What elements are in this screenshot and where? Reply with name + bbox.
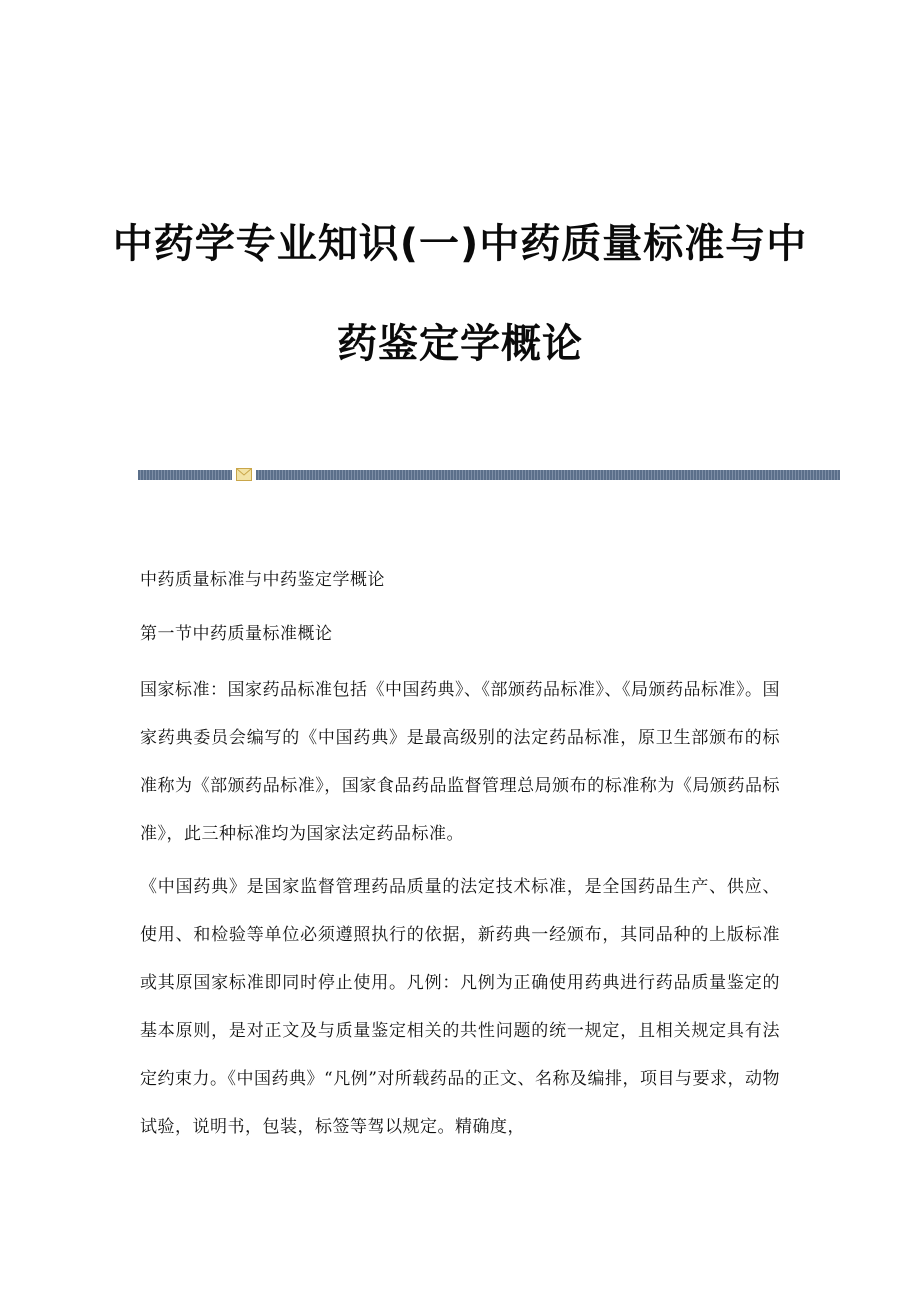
document-title-line-2: 药鉴定学概论 — [337, 321, 583, 367]
paragraph-national-standards: 国家标准：国家药品标准包括《中国药典》、《部颁药品标准》、《局颁药品标准》。国家药典委员会编写的《中国药典》是最高级别的法定药品标准，原卫生部颁布的标准称为《部颁药品标准》，国家食品药品监督管理总局颁布的标准称为《局颁药品标准》，此三种标准均为国家法定药品标准。 — [140, 680, 780, 844]
title-divider-left — [138, 470, 232, 480]
title-divider-right — [256, 470, 840, 480]
body-heading: 中药质量标准与中药鉴定学概论 — [140, 570, 385, 590]
document-title-line-1: 中药学专业知识(一)中药质量标准与中 — [112, 221, 808, 267]
paragraph-pharmacopoeia: 《中国药典》是国家监督管理药品质量的法定技术标准，是全国药品生产、供应、使用、和检验等单位必须遵照执行的依据，新药典一经颁布，其同品种的上版标准或其原国家标准即同时停止使用。凡例：凡例为正确使用药典进行药品质量鉴定的基本原则，是对正文及与质量鉴定相关的共性问题的统一规定，且相关规定具有法定约束力。《中国药典》“凡例”对所载药品的正文、名称及编排，项目与要求，动物试验，说明书，包装，标签等驾以规定。精确度， — [140, 877, 780, 1137]
envelope-icon — [236, 468, 252, 481]
section-heading: 第一节中药质量标准概论 — [140, 624, 333, 644]
